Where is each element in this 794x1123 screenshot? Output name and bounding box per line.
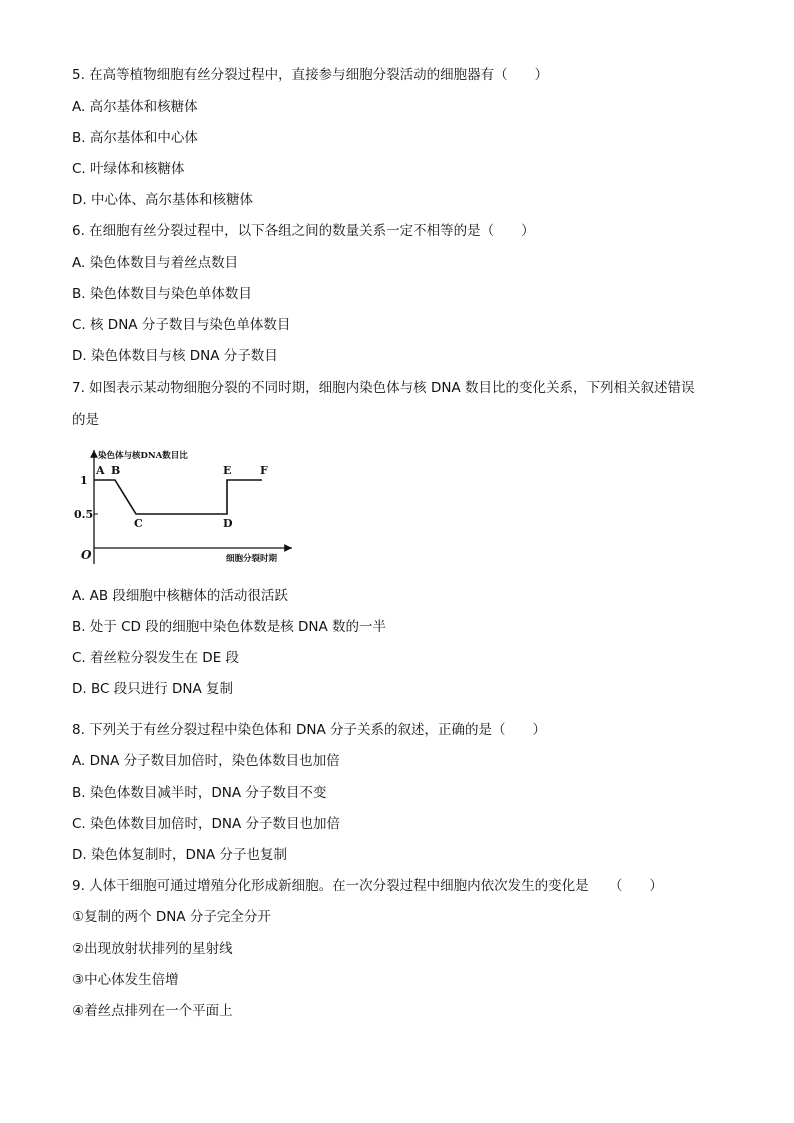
y-tick-label-0-5: 0.5 (74, 508, 94, 521)
point-label-d: D (223, 517, 233, 530)
q9-statement-3: ③中心体发生倍增 (72, 972, 179, 988)
ratio-curve (94, 480, 262, 514)
q7-option-b: B. 处于 CD 段的细胞中染色体数是核 DNA 数的一半 (72, 619, 387, 635)
q9-stem: 9. 人体干细胞可通过增殖分化形成新细胞。在一次分裂过程中细胞内依次发生的变化是 （ ） (72, 878, 663, 894)
q8-stem: 8. 下列关于有丝分裂过程中染色体和 DNA 分子关系的叙述，正确的是（ ） (72, 722, 546, 738)
q6-option-c: C. 核 DNA 分子数目与染色单体数目 (72, 317, 291, 333)
q5-option-c: C. 叶绿体和核糖体 (72, 161, 185, 177)
q7-option-c: C. 着丝粒分裂发生在 DE 段 (72, 650, 240, 666)
q7-stem-line1: 7. 如图表示某动物细胞分裂的不同时期，细胞内染色体与核 DNA 数目比的变化关系，下列相关叙述错误 (72, 380, 695, 396)
q5-option-d: D. 中心体、高尔基体和核糖体 (72, 192, 253, 208)
q8-option-b: B. 染色体数目减半时，DNA 分子数目不变 (72, 785, 327, 801)
q8-option-a: A. DNA 分子数目加倍时，染色体数目也加倍 (72, 753, 340, 769)
q9-statement-4: ④着丝点排列在一个平面上 (72, 1003, 233, 1019)
q9-statement-2: ②出现放射状排列的星射线 (72, 941, 233, 957)
q9-statement-1: ①复制的两个 DNA 分子完全分开 (72, 909, 271, 925)
point-label-f: F (260, 464, 268, 477)
q7-option-d: D. BC 段只进行 DNA 复制 (72, 681, 234, 697)
q7-option-a: A. AB 段细胞中核糖体的活动很活跃 (72, 588, 288, 604)
point-label-c: C (134, 517, 143, 530)
point-label-e: E (223, 464, 232, 477)
q6-option-d: D. 染色体数目与核 DNA 分子数目 (72, 348, 278, 364)
q5-option-b: B. 高尔基体和中心体 (72, 130, 198, 146)
q7-stem-line2: 的是 (72, 412, 99, 428)
q6-stem: 6. 在细胞有丝分裂过程中，以下各组之间的数量关系一定不相等的是（ ） (72, 223, 535, 239)
q5-stem: 5. 在高等植物细胞有丝分裂过程中，直接参与细胞分裂活动的细胞器有（ ） (72, 67, 549, 83)
x-axis-label: 细胞分裂时期 (226, 554, 278, 564)
q8-option-d: D. 染色体复制时，DNA 分子也复制 (72, 847, 287, 863)
q6-option-b: B. 染色体数目与染色单体数目 (72, 286, 252, 302)
point-label-a: A (96, 464, 105, 477)
origin-label: O (81, 548, 92, 562)
q8-option-c: C. 染色体数目加倍时，DNA 分子数目也加倍 (72, 816, 341, 832)
y-axis-label: 染色体与核DNA数目比 (98, 451, 188, 461)
ratio-line-chart (72, 446, 302, 571)
q5-option-a: A. 高尔基体和核糖体 (72, 99, 198, 115)
y-tick-label-1: 1 (80, 474, 88, 487)
q6-option-a: A. 染色体数目与着丝点数目 (72, 255, 239, 271)
point-label-b: B (111, 464, 121, 477)
